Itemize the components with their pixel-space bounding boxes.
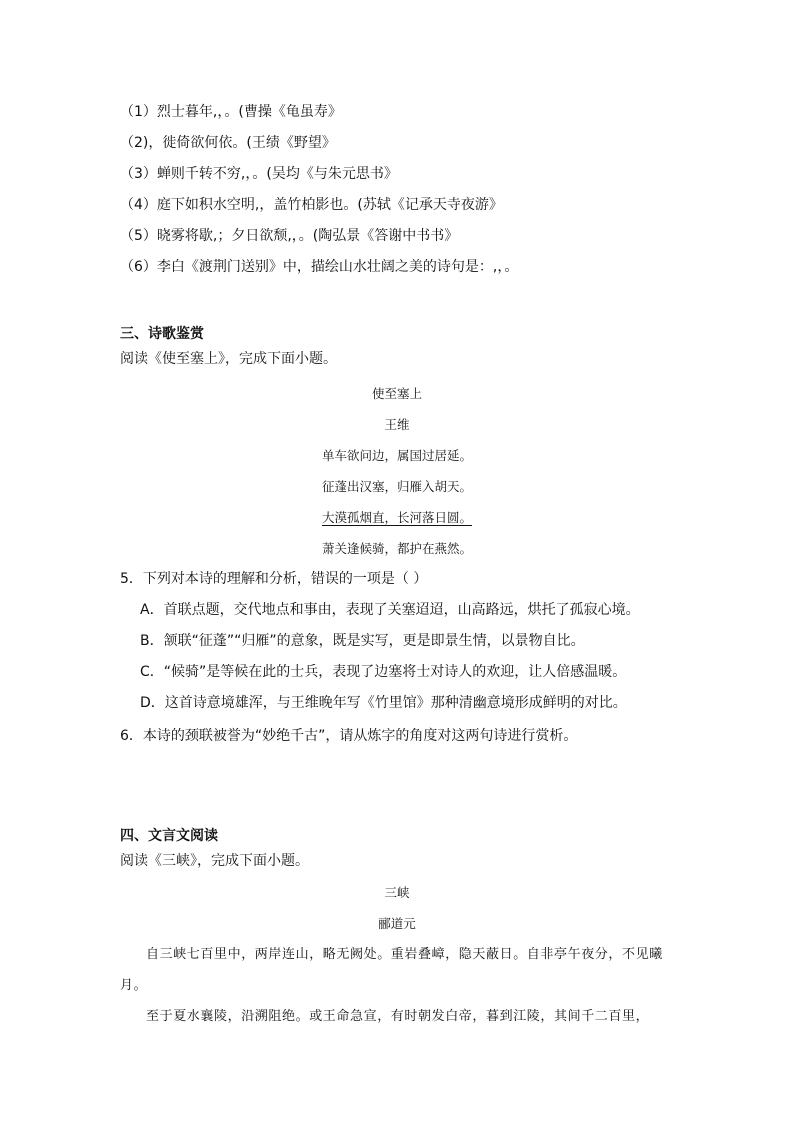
text-title: 三峡 <box>384 885 410 900</box>
fill-in-item-3: （3）蝉则千转不穷,，。(吴均《与朱元思书》 <box>120 166 398 182</box>
section-intro-classical: 阅读《三峡》，完成下面小题。 <box>120 853 309 869</box>
poem-line-3 <box>0 509 794 527</box>
text-paragraph-2: 至于夏水襄陵，沿溯阻绝。或王命急宣，有时朝发白帝，暮到江陵，其间千二百里， <box>146 1009 650 1024</box>
section-heading-poetry: 三、诗歌鉴赏 <box>120 326 204 342</box>
section-intro-poetry: 阅读《使至塞上》，完成下面小题。 <box>120 351 337 367</box>
text-author: 郦道元 <box>378 916 416 931</box>
fill-in-item-4: （4）庭下如积水空明,，盖竹柏影也。(苏轼《记承天寺夜游》 <box>120 197 503 213</box>
section-heading-classical: 四、文言文阅读 <box>120 828 218 844</box>
question-5-option-d: D．这首诗意境雄浑，与王维晚年写《竹里馆》那种清幽意境形成鲜明的对比。 <box>140 695 627 711</box>
fill-in-item-6: （6）李白《渡荆门送别》中，描绘山水壮阔之美的诗句是：,，。 <box>120 259 519 275</box>
poem-title: 使至塞上 <box>371 386 422 401</box>
question-6: 6．本诗的颈联被誉为“妙绝千古”，请从炼字的角度对这两句诗进行赏析。 <box>120 728 578 744</box>
fill-in-item-2: （2)，徙倚欲何依。(王绩《野望》 <box>120 135 336 151</box>
question-5-option-c: C．“候骑”是等候在此的士兵，表现了边塞将士对诗人的欢迎，让人倍感温暖。 <box>140 664 627 680</box>
poem-line-2: 征蓬出汉塞，归雁入胡天。 <box>321 479 472 494</box>
question-5-option-a: A．首联点题，交代地点和事由，表现了关塞迢迢，山高路远，烘托了孤寂心境。 <box>140 602 640 618</box>
text-paragraph-1: 自三峡七百里中，两岸连山，略无阙处。重岩叠嶂，隐天蔽日。自非亭午夜分，不见曦月。 <box>120 947 663 993</box>
poem-author: 王维 <box>384 417 410 432</box>
poem-line-3-underlined: 大漠孤烟直，长河落日圆。 <box>321 510 472 525</box>
question-5-option-b: B．颔联“征蓬”“归雁”的意象，既是实写，更是即景生情，以景物自比。 <box>140 633 585 649</box>
poem-line-1: 单车欲问边，属国过居延。 <box>321 448 472 463</box>
fill-in-item-1: （1）烈士暮年,，。(曹操《龟虽寿》 <box>120 104 342 120</box>
question-5: 5．下列对本诗的理解和分析，错误的一项是（ ） <box>120 571 428 587</box>
poem-line-4: 萧关逢候骑，都护在燕然。 <box>321 541 472 556</box>
fill-in-item-5: （5）晓雾将歇,；夕日欲颓,，。(陶弘景《答谢中书书》 <box>120 228 459 244</box>
